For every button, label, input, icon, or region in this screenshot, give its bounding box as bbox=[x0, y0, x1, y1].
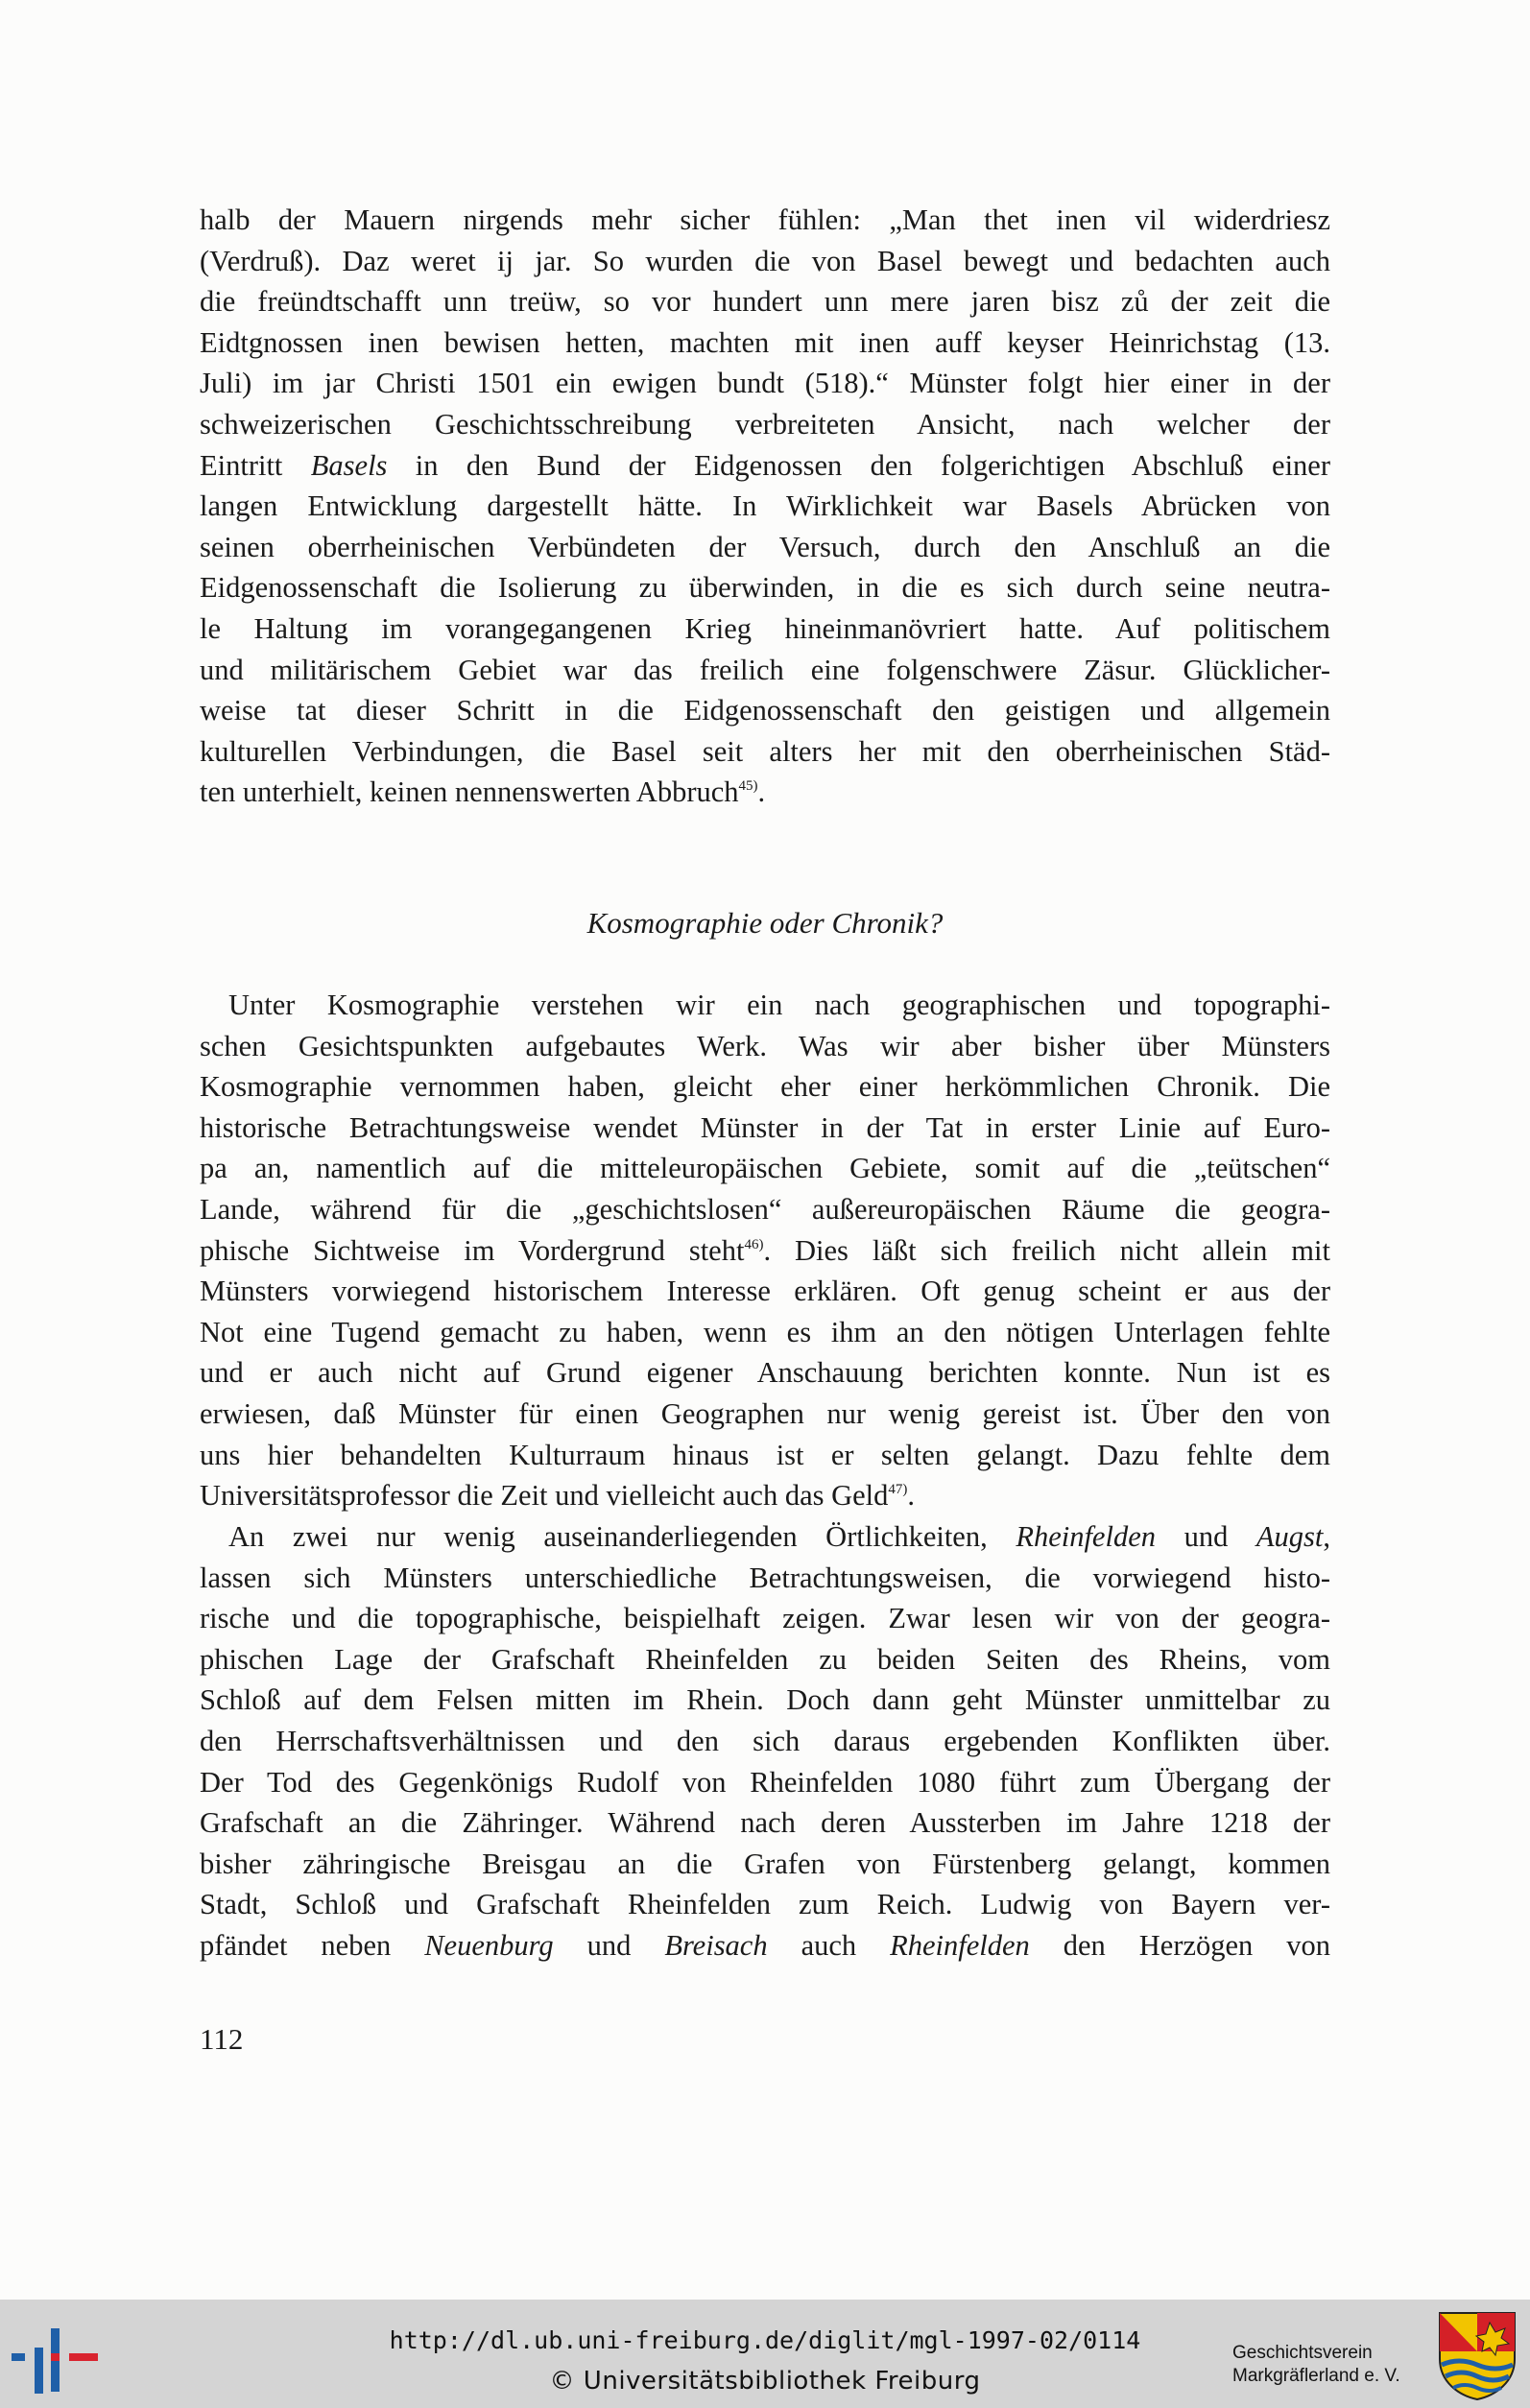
text-run: . Dies läßt sich freilich nicht allein mit bbox=[763, 1233, 1330, 1267]
italic-place-name: Rheinfelden bbox=[890, 1928, 1030, 1962]
text-run: . bbox=[757, 775, 766, 809]
text-line: und militärischem Gebiet war das freilich eine folgenschwere Zäsur. Glücklicher- bbox=[200, 653, 1330, 686]
text-run: Universitätsprofessor die Zeit und vielleicht auch das Geld bbox=[200, 1479, 889, 1513]
text-line: weise tat dieser Schritt in die Eidgenossenschaft den geistigen und allgemein bbox=[200, 694, 1330, 727]
text-run: in den Bund der Eidgenossen den folgerichtigen Abschluß einer bbox=[415, 448, 1330, 482]
text-line: Grafschaft an die Zähringer. Während nach deren Aussterben im Jahre 1218 der bbox=[200, 1806, 1330, 1840]
text-run: . bbox=[907, 1479, 916, 1513]
society-name-line-2: Markgräflerland e. V. bbox=[1232, 2366, 1400, 2386]
text-line: Stadt, Schloß und Grafschaft Rheinfelden zum Reich. Ludwig von Bayern ver- bbox=[200, 1888, 1330, 1921]
text-line: Juli) im jar Christi 1501 ein ewigen bundt (518).“ Münster folgt hier einer in der bbox=[200, 367, 1330, 400]
text-line: Eidtgnossen inen bewisen hetten, machten mit inen auff keyser Heinrichstag (13. bbox=[200, 325, 1330, 359]
society-name-line-1: Geschichtsverein bbox=[1232, 2343, 1373, 2363]
text-line bbox=[200, 1230, 1330, 1272]
permalink-url-link[interactable]: http://dl.ub.uni-freiburg.de/diglit/mgl-1997-02/0114 bbox=[389, 2326, 1141, 2354]
text-line bbox=[200, 1475, 1330, 1516]
text-line: halb der Mauern nirgends mehr sicher fühlen: „Man thet inen vil widerdriesz bbox=[200, 203, 1330, 236]
text-line: Not eine Tugend gemacht zu haben, wenn es ihm an den nötigen Unterlagen fehlte bbox=[200, 1315, 1330, 1348]
text-run: An zwei nur wenig auseinanderliegenden Örtlichkeiten, bbox=[228, 1520, 1016, 1553]
text-line bbox=[200, 1516, 1330, 1558]
text-line: uns hier behandelten Kulturraum hinaus ist er selten gelangt. Dazu fehlte dem bbox=[200, 1438, 1330, 1471]
text-line: und er auch nicht auf Grund eigener Anschauung berichten konnte. Nun ist es bbox=[200, 1356, 1330, 1390]
text-run: Eintritt bbox=[200, 448, 311, 482]
text-run: phische Sichtweise im Vordergrund steht bbox=[200, 1233, 745, 1267]
text-line: Unter Kosmographie verstehen wir ein nach geographischen und topographi- bbox=[228, 989, 1330, 1021]
text-run: pfändet neben bbox=[200, 1928, 425, 1962]
text-line: rische und die topographische, beispielhaft zeigen. Zwar lesen wir von der geogra- bbox=[200, 1602, 1330, 1635]
text-line: Kosmographie vernommen haben, gleicht eher einer herkömmlichen Chronik. Die bbox=[200, 1070, 1330, 1104]
text-run: und bbox=[1155, 1520, 1256, 1553]
italic-place-name: Breisach bbox=[664, 1928, 768, 1962]
text-line: (Verdruß). Daz weret ij jar. So wurden die von Basel bewegt und bedachten auch bbox=[200, 244, 1330, 277]
text-line: bisher zähringische Breisgau an die Grafen von Fürstenberg gelangt, kommen bbox=[200, 1847, 1330, 1880]
text-line: Münsters vorwiegend historischem Interesse erklären. Oft genug scheint er aus der bbox=[200, 1275, 1330, 1308]
paragraph-2 bbox=[200, 985, 1330, 1516]
text-line: lassen sich Münsters unterschiedliche Betrachtungsweisen, die vorwiegend histo- bbox=[200, 1561, 1330, 1594]
footnote-ref-47[interactable]: 47) bbox=[888, 1482, 908, 1498]
text-line: le Haltung im vorangegangenen Krieg hineinmanövriert hatte. Auf politischem bbox=[200, 611, 1330, 645]
text-line: seinen oberrheinischen Verbündeten der Versuch, durch den Anschluß an die bbox=[200, 530, 1330, 563]
text-line bbox=[200, 445, 1330, 487]
text-run: auch bbox=[767, 1928, 891, 1962]
text-line: schen Gesichtspunkten aufgebautes Werk. Was wir aber bisher über Münsters bbox=[200, 1029, 1330, 1062]
footnote-ref-45[interactable]: 45) bbox=[738, 778, 758, 795]
paragraph-3 bbox=[200, 1516, 1330, 1967]
italic-place-name: Rheinfelden bbox=[1016, 1520, 1156, 1553]
society-name bbox=[1232, 2342, 1400, 2388]
text-line: kulturellen Verbindungen, die Basel seit alters her mit den oberrheinischen Städ- bbox=[200, 734, 1330, 768]
section-heading: Kosmographie oder Chronik? bbox=[586, 906, 944, 940]
text-line: erwiesen, daß Münster für einen Geographen nur wenig gereist ist. Über den von bbox=[200, 1396, 1330, 1430]
text-line: langen Entwicklung dargestellt hätte. In Wirklichkeit war Basels Abrücken von bbox=[200, 489, 1330, 523]
text-line: schweizerischen Geschichtsschreibung verbreiteten Ansicht, nach welcher der bbox=[200, 407, 1330, 441]
text-line: den Herrschaftsverhältnissen und den sich daraus ergebenden Konflikten über. bbox=[200, 1724, 1330, 1757]
coat-of-arms-icon bbox=[1436, 2309, 1518, 2401]
text-run: ten unterhielt, keinen nennenswerten Abbruch bbox=[200, 775, 739, 809]
text-line: Eidgenossenschaft die Isolierung zu überwinden, in die es sich durch seine neutra- bbox=[200, 571, 1330, 605]
copyright-notice: © Universitätsbibliothek Freiburg bbox=[549, 2367, 981, 2396]
text-run: den Herzögen von bbox=[1029, 1928, 1331, 1962]
page-number: 112 bbox=[200, 2022, 244, 2056]
footer-bar bbox=[0, 2300, 1530, 2408]
text-line bbox=[200, 772, 1330, 813]
text-line: historische Betrachtungsweise wendet Münster in der Tat in erster Linie auf Euro- bbox=[200, 1110, 1330, 1144]
italic-place-name: Basels bbox=[310, 448, 388, 482]
footnote-ref-46[interactable]: 46) bbox=[744, 1236, 764, 1252]
text-line bbox=[200, 1925, 1330, 1967]
text-line: phischen Lage der Grafschaft Rheinfelden zu beiden Seiten des Rheins, vom bbox=[200, 1642, 1330, 1676]
text-line: Lande, während für die „geschichtslosen“ außereuropäischen Räume die geogra- bbox=[200, 1192, 1330, 1226]
italic-place-name: Augst bbox=[1255, 1520, 1324, 1553]
text-run: und bbox=[553, 1928, 665, 1962]
text-line: die freündtschafft unn treüw, so vor hundert unn mere jaren bisz zů der zeit die bbox=[200, 285, 1330, 319]
text-run: , bbox=[1323, 1520, 1331, 1553]
text-line: pa an, namentlich auf die mitteleuropäischen Gebiete, somit auf die „teütschen“ bbox=[200, 1152, 1330, 1185]
italic-place-name: Neuenburg bbox=[424, 1928, 554, 1962]
text-line: Schloß auf dem Felsen mitten im Rhein. Doch dann geht Münster unmittelbar zu bbox=[200, 1683, 1330, 1717]
text-line: Der Tod des Gegenkönigs Rudolf von Rheinfelden 1080 führt zum Übergang der bbox=[200, 1765, 1330, 1799]
paragraph-1 bbox=[200, 200, 1330, 813]
